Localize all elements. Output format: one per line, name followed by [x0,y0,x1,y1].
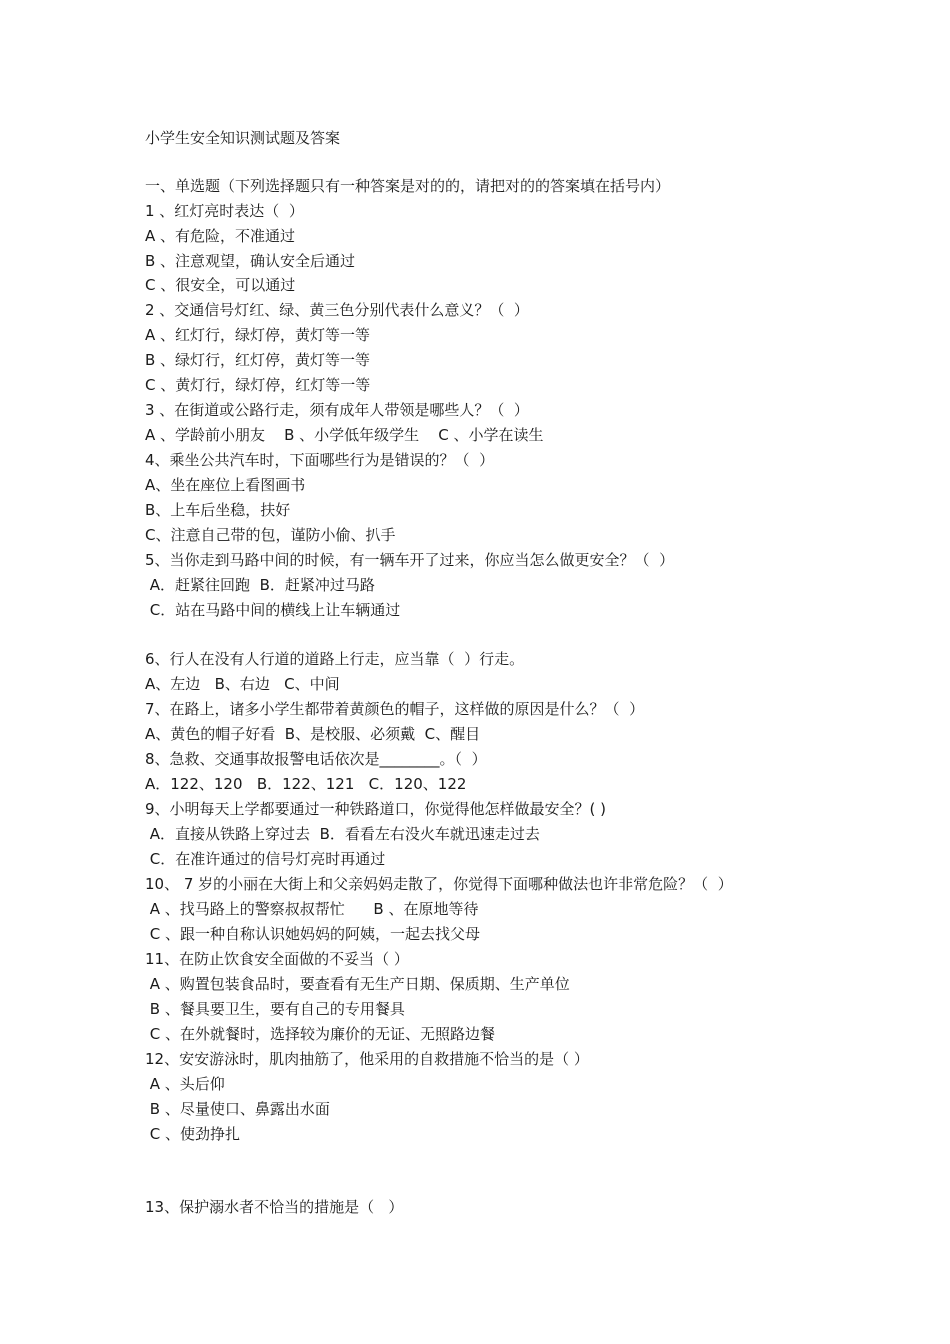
option-line: C 、黄灯行，绿灯停，红灯等一等 [145,376,371,394]
option-line: C．在准许通过的信号灯亮时再通过 [145,850,386,868]
option-line: A、黄色的帽子好看 B、是校服、必须戴 C、醒目 [145,725,481,743]
option-line: A 、学龄前小朋友 B 、小学低年级学生 C 、小学在读生 [145,426,544,444]
question-line: 6、行人在没有人行道的道路上行走，应当靠（ ）行走。 [145,650,525,668]
option-line: B 、餐具要卫生，要有自己的专用餐具 [145,1000,405,1018]
option-line: C 、很安全，可以通过 [145,276,296,294]
section-heading: 一、单选题（下列选择题只有一种答案是对的的，请把对的的答案填在括号内） [145,177,671,195]
option-line: A．122、120 B．122、121 C．120、122 [145,775,467,793]
option-line: C 、跟一种自称认识她妈妈的阿姨，一起去找父母 [145,925,481,943]
question-line: 11、在防止饮食安全面做的不妥当（ ） [145,950,409,968]
option-line: B、上车后坐稳，扶好 [145,501,291,519]
option-line: B 、注意观望，确认安全后通过 [145,252,356,270]
option-line: A 、找马路上的警察叔叔帮忙 B 、在原地等待 [145,900,479,918]
question-line: 12、安安游泳时，肌肉抽筋了，他采用的自救措施不恰当的是（ ） [145,1050,589,1068]
option-line: A 、头后仰 [145,1075,225,1093]
option-line: C 、使劲挣扎 [145,1125,241,1143]
option-line: A 、购置包装食品时，要查看有无生产日期、保质期、生产单位 [145,975,570,993]
question-line: 9、小明每天上学都要通过一种铁路道口，你觉得他怎样做最安全？( ) [145,800,607,818]
question-line: 10、 7 岁的小丽在大街上和父亲妈妈走散了，你觉得下面哪种做法也许非常危险？（ ） [145,875,733,893]
option-line: B 、尽量使口、鼻露出水面 [145,1100,330,1118]
question-line: 3 、在街道或公路行走，须有成年人带领是哪些人？（ ） [145,401,529,419]
option-line: A．直接从铁路上穿过去 B．看看左右没火车就迅速走过去 [145,825,540,843]
document-title: 小学生安全知识测试题及答案 [145,129,341,147]
option-line: A、坐在座位上看图画书 [145,476,306,494]
question-line: 1 、红灯亮时表达（ ） [145,202,304,220]
question-line: 5、当你走到马路中间的时候，有一辆车开了过来，你应当怎么做更安全？（ ） [145,551,675,569]
question-line: 13、保护溺水者不恰当的措施是（ ） [145,1198,404,1216]
option-line: C．站在马路中间的横线上让车辆通过 [145,601,401,619]
option-line: A 、红灯行，绿灯停，黄灯等一等 [145,326,371,344]
option-line: C、注意自己带的包，谨防小偷、扒手 [145,526,396,544]
question-line: 7、在路上，诸多小学生都带着黄颜色的帽子，这样做的原因是什么？（ ） [145,700,645,718]
question-line: 8、急救、交通事故报警电话依次是________。（ ） [145,750,487,768]
option-line: A 、有危险，不准通过 [145,227,296,245]
option-line: B 、绿灯行，红灯停，黄灯等一等 [145,351,371,369]
option-line: A、左边 B、右边 C、中间 [145,675,340,693]
question-line: 2 、交通信号灯红、绿、黄三色分别代表什么意义？（ ） [145,301,529,319]
option-line: A．赶紧往回跑 B．赶紧冲过马路 [145,576,375,594]
option-line: C 、在外就餐时，选择较为廉价的无证、无照路边餐 [145,1025,496,1043]
question-line: 4、乘坐公共汽车时，下面哪些行为是错误的？（ ） [145,451,495,469]
